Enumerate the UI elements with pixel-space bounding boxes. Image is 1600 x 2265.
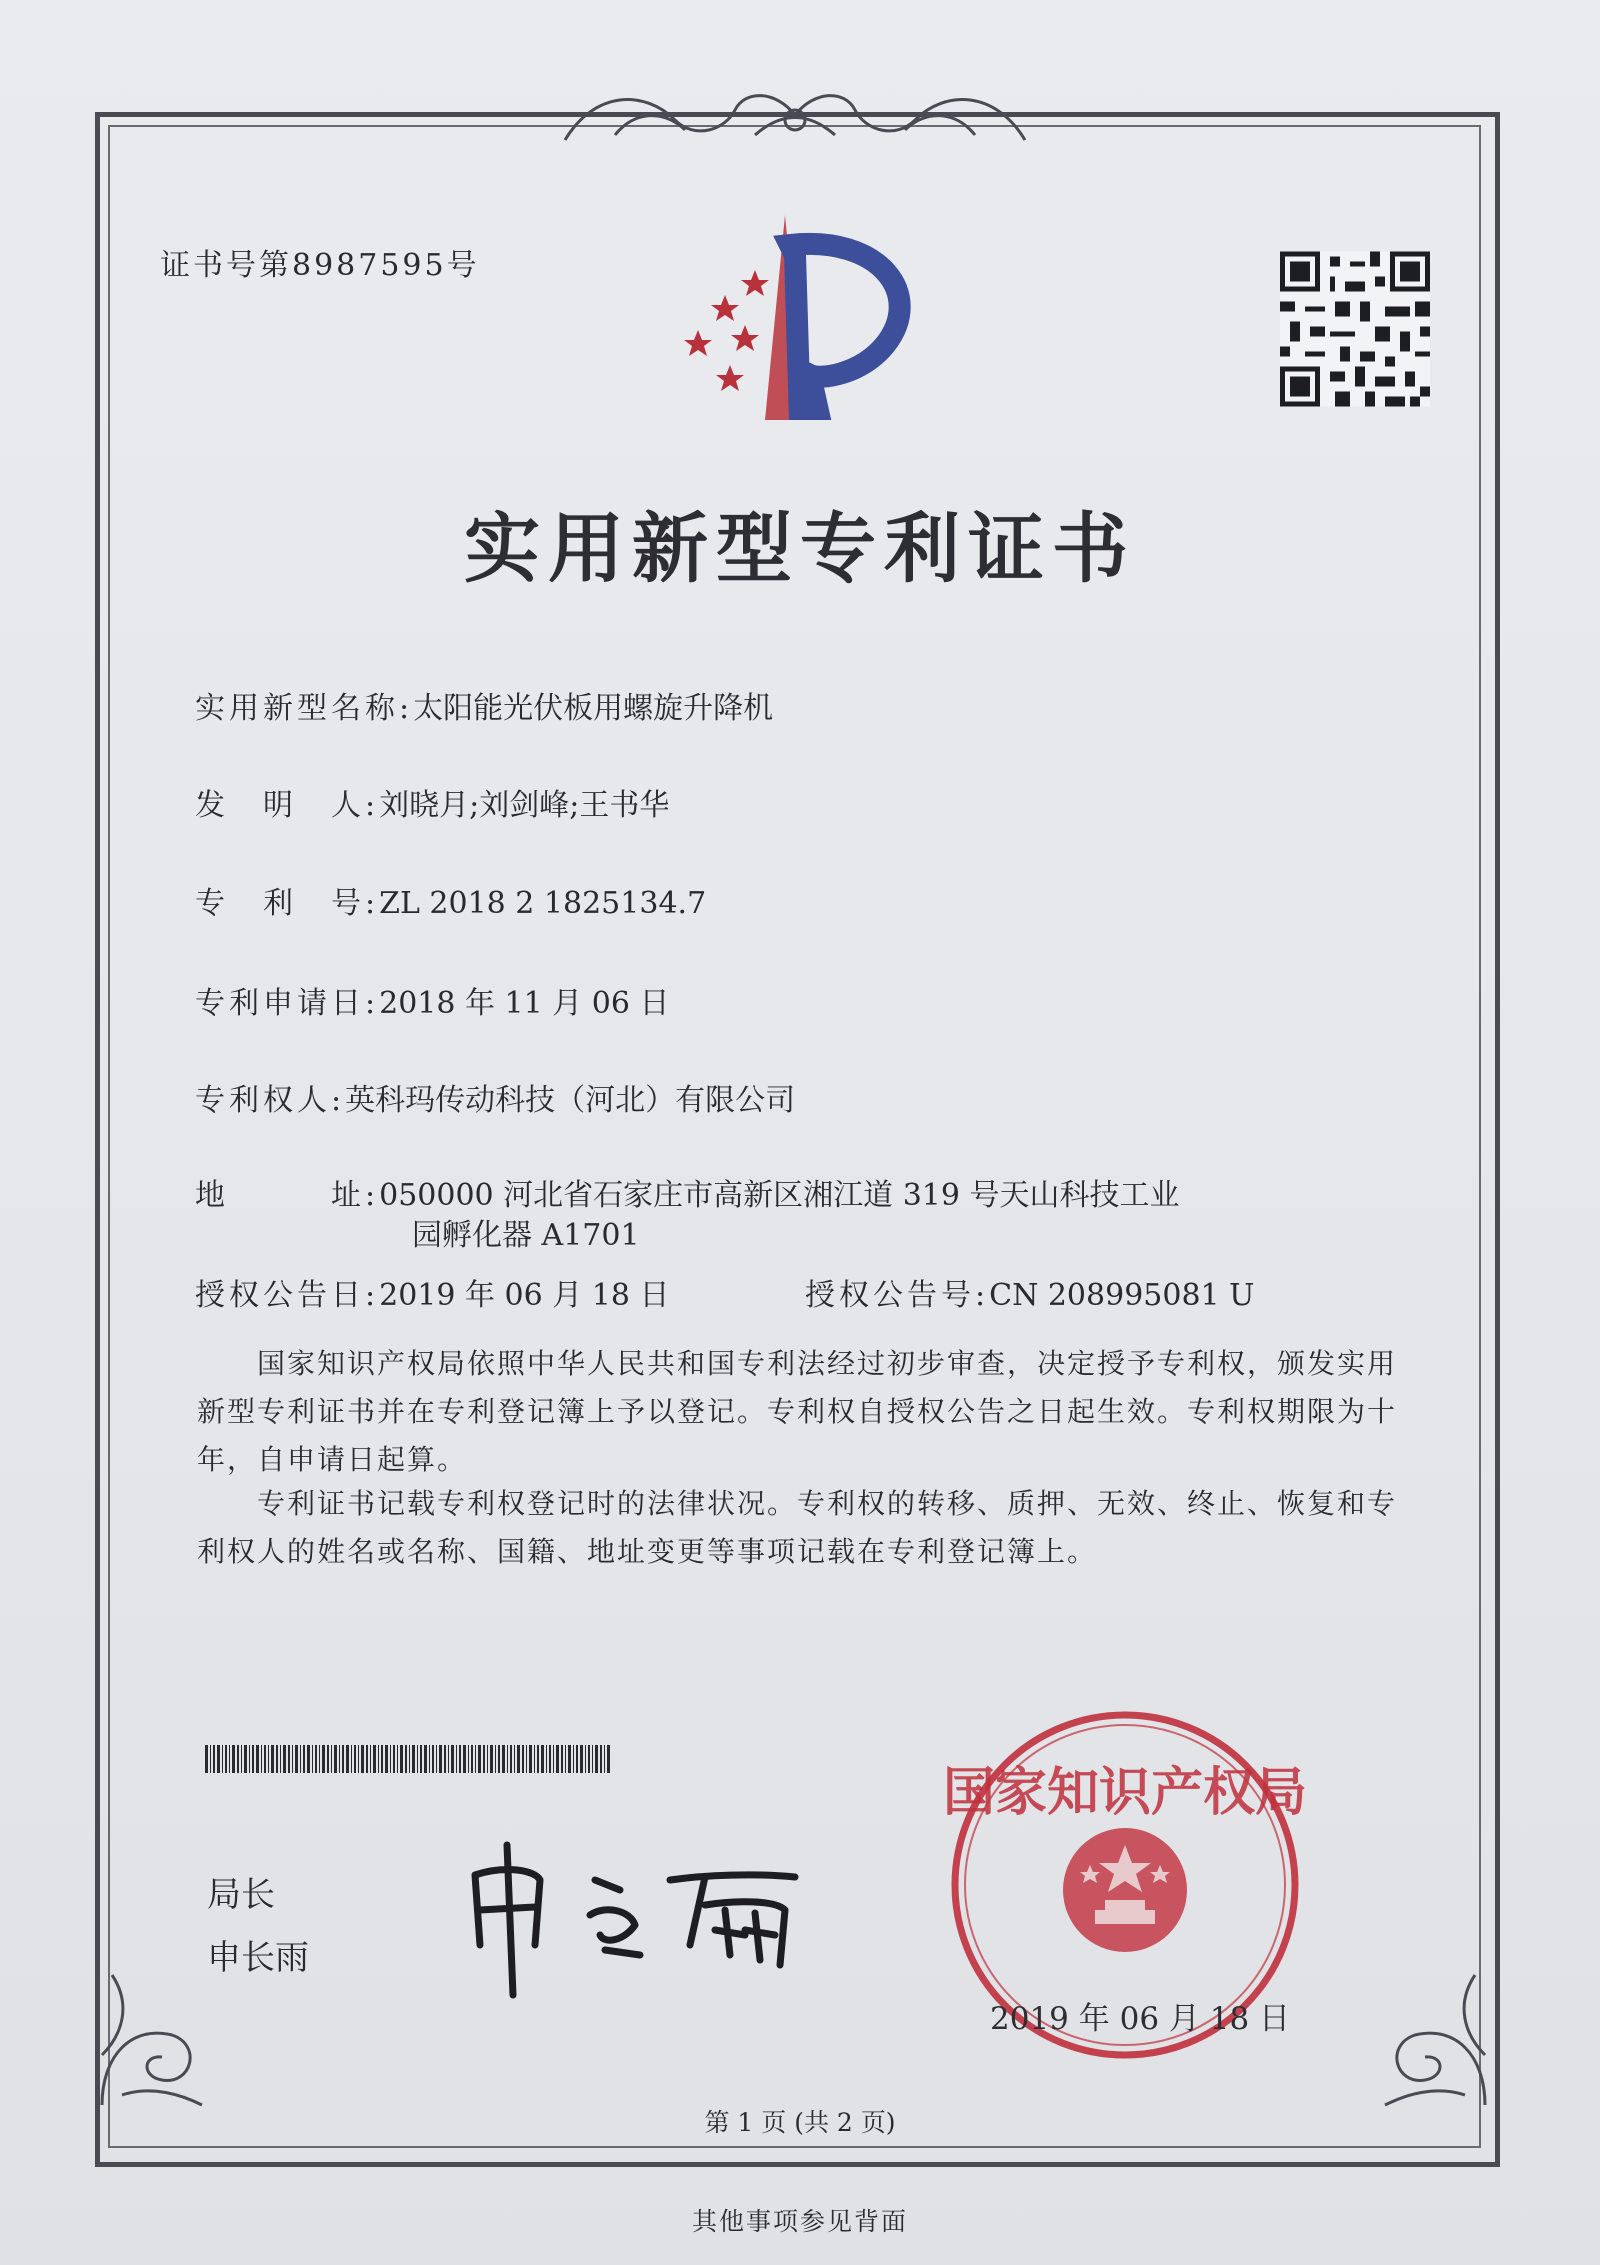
top-ornament-icon xyxy=(555,80,1035,150)
name-value: 太阳能光伏板用螺旋升降机 xyxy=(413,691,774,726)
qr-code-icon xyxy=(1280,250,1430,408)
patent-number-row xyxy=(195,878,706,922)
grant-number-label: 授权公告号: xyxy=(805,1278,990,1313)
address-line-1: 050000 河北省石家庄市高新区湘江道 319 号天山科技工业 xyxy=(379,1178,1180,1213)
director-title: 局长 xyxy=(207,1875,275,1915)
patentee-row xyxy=(195,1075,795,1119)
grant-date-label: 授权公告日: xyxy=(195,1278,380,1313)
cnipa-logo-icon xyxy=(670,215,920,420)
address-row xyxy=(195,1170,1180,1214)
grant-number-row xyxy=(805,1270,1254,1314)
legal-status-paragraph: 专利证书记载专利权登记时的法律状况。专利权的转移、质押、无效、终止、恢复和专利权人的姓名或名称、国籍、地址变更等事项记载在专利登记簿上。 xyxy=(197,1487,1398,1568)
address-label: 地 址: xyxy=(195,1178,380,1213)
seal-date: 2019 年 06 月 18 日 xyxy=(990,2001,1291,2037)
inventor-row xyxy=(195,780,669,824)
filing-date-label: 专利申请日: xyxy=(195,986,380,1021)
patent-number-value: ZL 2018 2 1825134.7 xyxy=(379,886,707,921)
inventor-value: 刘晓月;刘剑峰;王书华 xyxy=(379,788,670,823)
corner-ornament-right-icon xyxy=(1375,1965,1495,2115)
grant-date-row xyxy=(195,1270,670,1314)
patentee-label: 专利权人: xyxy=(195,1083,346,1118)
corner-ornament-left-icon xyxy=(92,1965,212,2115)
certificate-number: 证书号第8987595号 xyxy=(160,248,480,283)
patentee-value: 英科玛传动科技（河北）有限公司 xyxy=(345,1083,796,1118)
seal-text: 国家知识产权局 xyxy=(942,1763,1308,1823)
director-name: 申长雨 xyxy=(207,1938,309,1978)
utility-model-name-row xyxy=(195,683,773,727)
national-emblem-icon xyxy=(1063,1828,1187,1952)
patent-number-label: 专 利 号: xyxy=(195,886,380,921)
name-label: 实用新型名称: xyxy=(195,691,414,726)
address-line-2: 园孵化器 A1701 xyxy=(412,1218,640,1253)
filing-date-row xyxy=(195,978,670,1022)
page-indicator: 第 1 页 (共 2 页) xyxy=(704,2108,896,2137)
grant-number-value: CN 208995081 U xyxy=(989,1278,1255,1313)
inventor-label: 发 明 人: xyxy=(195,788,380,823)
declaration-paragraph: 国家知识产权局依照中华人民共和国专利法经过初步审查，决定授予专利权，颁发实用新型专利证书并在专利登记簿上予以登记。专利权自授权公告之日起生效。专利权期限为十年，自申请日起算。 xyxy=(197,1347,1398,1476)
certificate-title: 实用新型专利证书 xyxy=(464,504,1136,593)
filing-date-value: 2018 年 11 月 06 日 xyxy=(379,986,670,1021)
grant-date-value: 2019 年 06 月 18 日 xyxy=(379,1278,670,1313)
barcode-icon xyxy=(205,1745,610,1773)
footer-note: 其他事项参见背面 xyxy=(691,2207,908,2236)
director-signature xyxy=(455,1835,815,2000)
